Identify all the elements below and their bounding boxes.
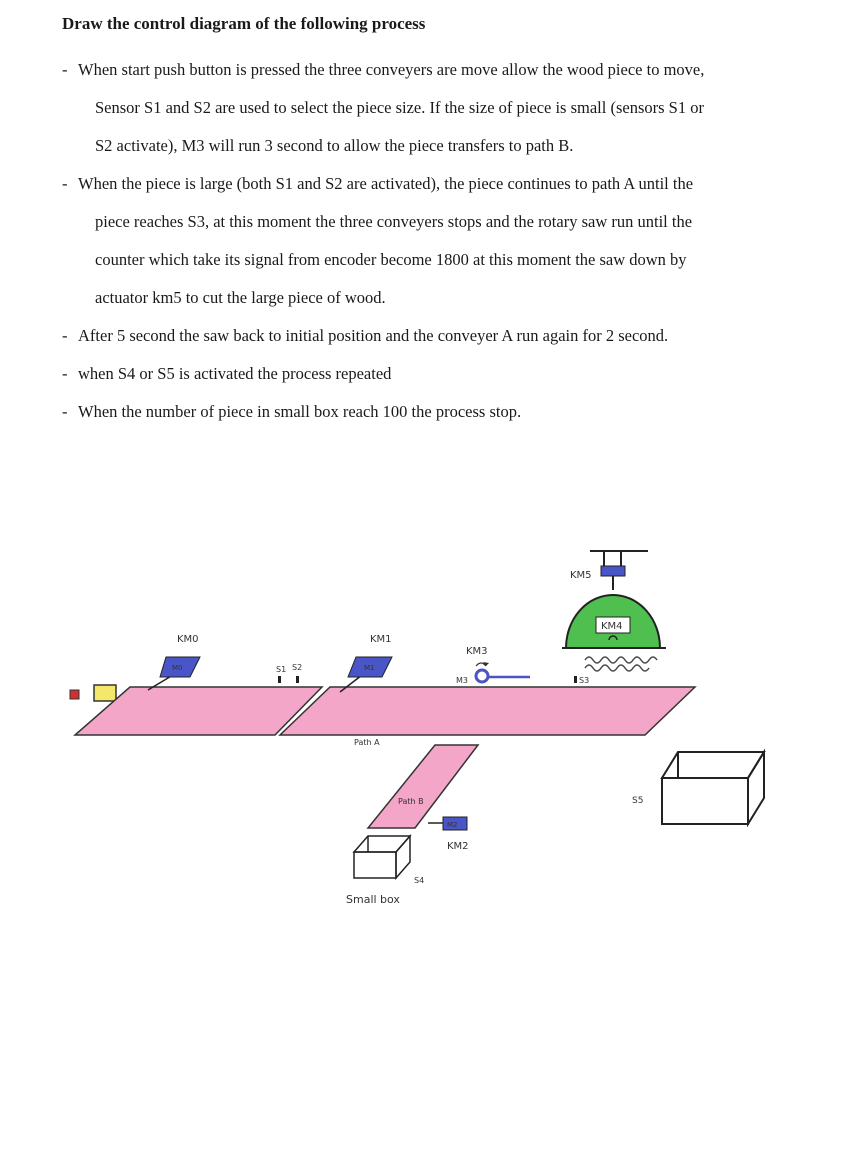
sensor-s2 <box>296 676 299 683</box>
km0-label: KM0 <box>177 634 199 645</box>
motor-m3 <box>476 670 488 682</box>
page-title: Draw the control diagram of the following process <box>62 14 426 33</box>
sensor-s1 <box>278 676 281 683</box>
s4-label: S4 <box>414 876 425 885</box>
m3-label: M3 <box>456 676 468 685</box>
actuator-km5 <box>601 566 625 576</box>
bullet-text: When the piece is large (both S1 and S2 are activated), the piece continues to path A until the <box>78 174 694 193</box>
bullet-text: when S4 or S5 is activated the process repeated <box>78 364 392 383</box>
sensor-s3 <box>574 676 577 683</box>
rotary-saw-blade <box>585 657 657 671</box>
small-box-label: Small box <box>346 893 400 906</box>
bullet-2-line-2: piece reaches S3, at this moment the three conveyers stops and the rotary saw run until the <box>95 212 693 231</box>
km3-label: KM3 <box>466 646 488 657</box>
bullet-text: After 5 second the saw back to initial position and the conveyer A run again for 2 second. <box>78 326 669 345</box>
bullet-text: When start push button is pressed the three conveyers are move allow the wood piece to move, <box>78 60 705 79</box>
bullet-1-line-3: S2 activate), M3 will run 3 second to allow the piece transfers to path B. <box>95 136 574 155</box>
wood-piece <box>94 685 116 701</box>
m0-label: M0 <box>172 664 183 672</box>
km5-label: KM5 <box>570 570 592 581</box>
s2-label: S2 <box>292 663 303 672</box>
small-box <box>354 836 410 878</box>
path-a-label: Path A <box>354 738 380 747</box>
km2-label: KM2 <box>447 841 469 852</box>
bullet-dash: - <box>62 60 68 79</box>
bullet-text: When the number of piece in small box reach 100 the process stop. <box>78 402 522 421</box>
large-box <box>662 752 764 824</box>
m2-label: M2 <box>447 821 458 829</box>
km4-label: KM4 <box>601 621 623 632</box>
bullet-1-line-2: Sensor S1 and S2 are used to select the piece size. If the size of piece is small (sensors S1 or <box>95 98 704 117</box>
start-push-button <box>70 690 79 699</box>
bullet-2-line-4: actuator km5 to cut the large piece of wood. <box>95 288 386 307</box>
s1-label: S1 <box>276 665 287 674</box>
conveyor-path-a <box>280 687 695 735</box>
bullet-dash: - <box>62 174 68 193</box>
km1-label: KM1 <box>370 634 392 645</box>
bullet-2-line-3: counter which take its signal from encoder become 1800 at this moment the saw down by <box>95 250 687 269</box>
s3-label: S3 <box>579 676 590 685</box>
path-b-label: Path B <box>398 797 424 806</box>
s5-label: S5 <box>632 796 644 806</box>
bullet-dash: - <box>62 364 68 383</box>
conveyor-path-b <box>368 745 478 828</box>
m1-label: M1 <box>364 664 375 672</box>
bullet-dash: - <box>62 402 68 421</box>
bullet-dash: - <box>62 326 68 345</box>
